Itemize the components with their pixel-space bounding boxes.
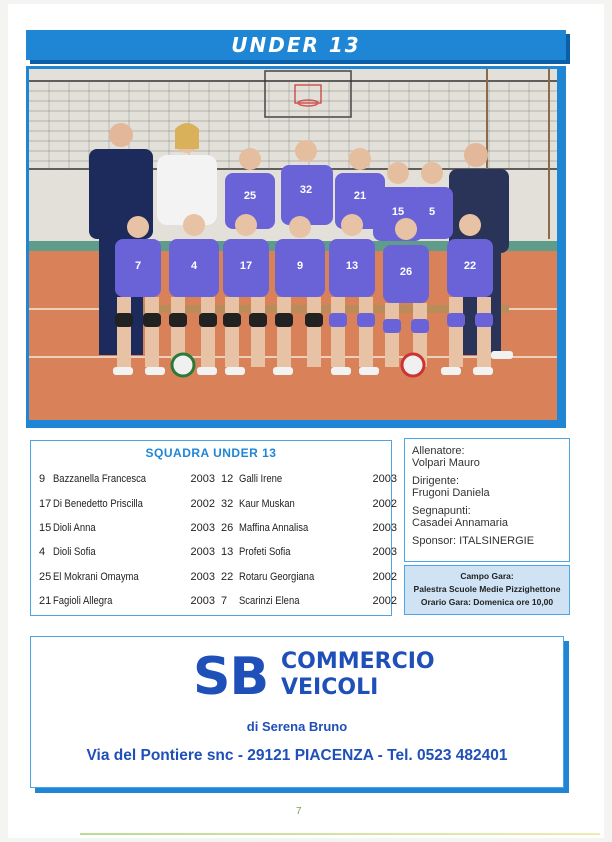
manager-name: Frugoni Daniela <box>412 487 490 499</box>
jersey-number: 32 <box>299 184 313 196</box>
sponsor-company-name <box>281 649 435 701</box>
player-year: 2003 <box>372 546 397 559</box>
jersey-number: 21 <box>353 190 367 202</box>
player-year: 2002 <box>372 595 397 608</box>
manager-label: Dirigente: <box>412 475 460 487</box>
player-number: 4 <box>39 546 46 559</box>
player-name: Profeti Sofia <box>239 546 291 559</box>
venue-place: Palestra Scuole Medie Pizzighettone <box>413 584 561 594</box>
player-name: Dioli Anna <box>53 521 96 534</box>
scorer-name: Casadei Annamaria <box>412 517 509 529</box>
sponsor-label: Sponsor: <box>412 535 457 547</box>
roster-row <box>39 516 215 540</box>
team-photo <box>29 69 557 420</box>
roster-row <box>221 540 397 564</box>
player-name: Rotaru Georgiana <box>239 570 315 583</box>
sponsor-name: ITALSINERGIE <box>459 535 535 547</box>
roster-row <box>39 589 215 613</box>
player-name: El Mokrani Omayma <box>53 570 139 583</box>
jersey-number: 26 <box>399 266 413 278</box>
roster-row <box>39 491 215 515</box>
team-photo-frame <box>26 66 566 428</box>
player-year: 2003 <box>190 570 215 583</box>
player-name: Di Benedetto Priscilla <box>53 497 143 510</box>
player-number: 22 <box>221 570 234 583</box>
match-time: Orario Gara: Domenica ore 10,00 <box>420 597 554 607</box>
coach-name: Volpari Mauro <box>412 457 480 469</box>
player-name: Fagioli Allegra <box>53 595 113 608</box>
player-name: Bazzanella Francesca <box>53 473 147 486</box>
player-name: Kaur Muskan <box>239 497 295 510</box>
roster-row <box>221 491 397 515</box>
staff-box <box>404 438 570 562</box>
sponsor-logo: SB <box>193 647 269 707</box>
jersey-number: 7 <box>134 260 142 272</box>
player-year: 2003 <box>190 595 215 608</box>
coach-label: Allenatore: <box>412 445 465 457</box>
page-number: 7 <box>296 806 302 817</box>
sponsor-name-line2: VEICOLI <box>281 675 379 700</box>
player-number: 32 <box>221 497 234 510</box>
player-number: 17 <box>39 497 52 510</box>
roster-row <box>221 589 397 613</box>
scorer-label: Segnapunti: <box>412 505 471 517</box>
player-name: Dioli Sofia <box>53 546 96 559</box>
player-year: 2003 <box>190 546 215 559</box>
jersey-number: 9 <box>296 260 304 272</box>
sponsor-entry <box>412 535 563 547</box>
venue-box <box>404 565 570 615</box>
roster-row <box>39 565 215 589</box>
footer-divider <box>80 833 600 835</box>
player-year: 2003 <box>372 473 397 486</box>
player-name: Scarinzi Elena <box>239 595 300 608</box>
player-number: 21 <box>39 595 52 608</box>
player-number: 9 <box>39 473 46 486</box>
player-number: 15 <box>39 521 52 534</box>
sponsor-address: Via del Pontiere snc - 29121 PIACENZA - Tel. 0523 482401 <box>86 747 508 764</box>
scorer-entry <box>412 505 563 529</box>
jersey-number: 22 <box>463 260 477 272</box>
page-title-banner <box>26 30 566 60</box>
player-year: 2002 <box>372 570 397 583</box>
roster-column-left <box>39 467 215 613</box>
jersey-number: 13 <box>345 260 359 272</box>
team-photo-illustration <box>29 69 557 420</box>
manager-entry <box>412 475 563 499</box>
player-number: 7 <box>221 595 228 608</box>
jersey-number: 15 <box>391 206 405 218</box>
player-year: 2003 <box>190 473 215 486</box>
roster-row <box>221 516 397 540</box>
roster-row <box>39 540 215 564</box>
coach-entry <box>412 445 563 469</box>
jersey-number: 5 <box>428 206 436 218</box>
player-year: 2002 <box>372 497 397 510</box>
roster-column-right <box>221 467 397 613</box>
jersey-number: 4 <box>190 260 198 272</box>
jersey-number: 25 <box>243 190 257 202</box>
sponsor-owner: di Serena Bruno <box>246 719 348 734</box>
venue-label: Campo Gara: <box>460 571 514 581</box>
roster-row <box>39 467 215 491</box>
player-number: 26 <box>221 521 234 534</box>
player-year: 2003 <box>372 521 397 534</box>
roster-title: SQUADRA UNDER 13 <box>145 446 277 460</box>
player-year: 2002 <box>190 497 215 510</box>
jersey-number: 17 <box>239 260 253 272</box>
roster-row <box>221 565 397 589</box>
player-name: Galli Irene <box>239 473 283 486</box>
sponsor-name-line1: COMMERCIO <box>281 649 435 674</box>
player-year: 2003 <box>190 521 215 534</box>
page-title: UNDER 13 <box>231 33 361 57</box>
sponsor-ad <box>30 636 564 788</box>
team-roster <box>30 440 397 616</box>
roster-row <box>221 467 397 491</box>
player-number: 25 <box>39 570 52 583</box>
player-number: 13 <box>221 546 234 559</box>
player-number: 12 <box>221 473 234 486</box>
player-name: Maffina Annalisa <box>239 521 309 534</box>
